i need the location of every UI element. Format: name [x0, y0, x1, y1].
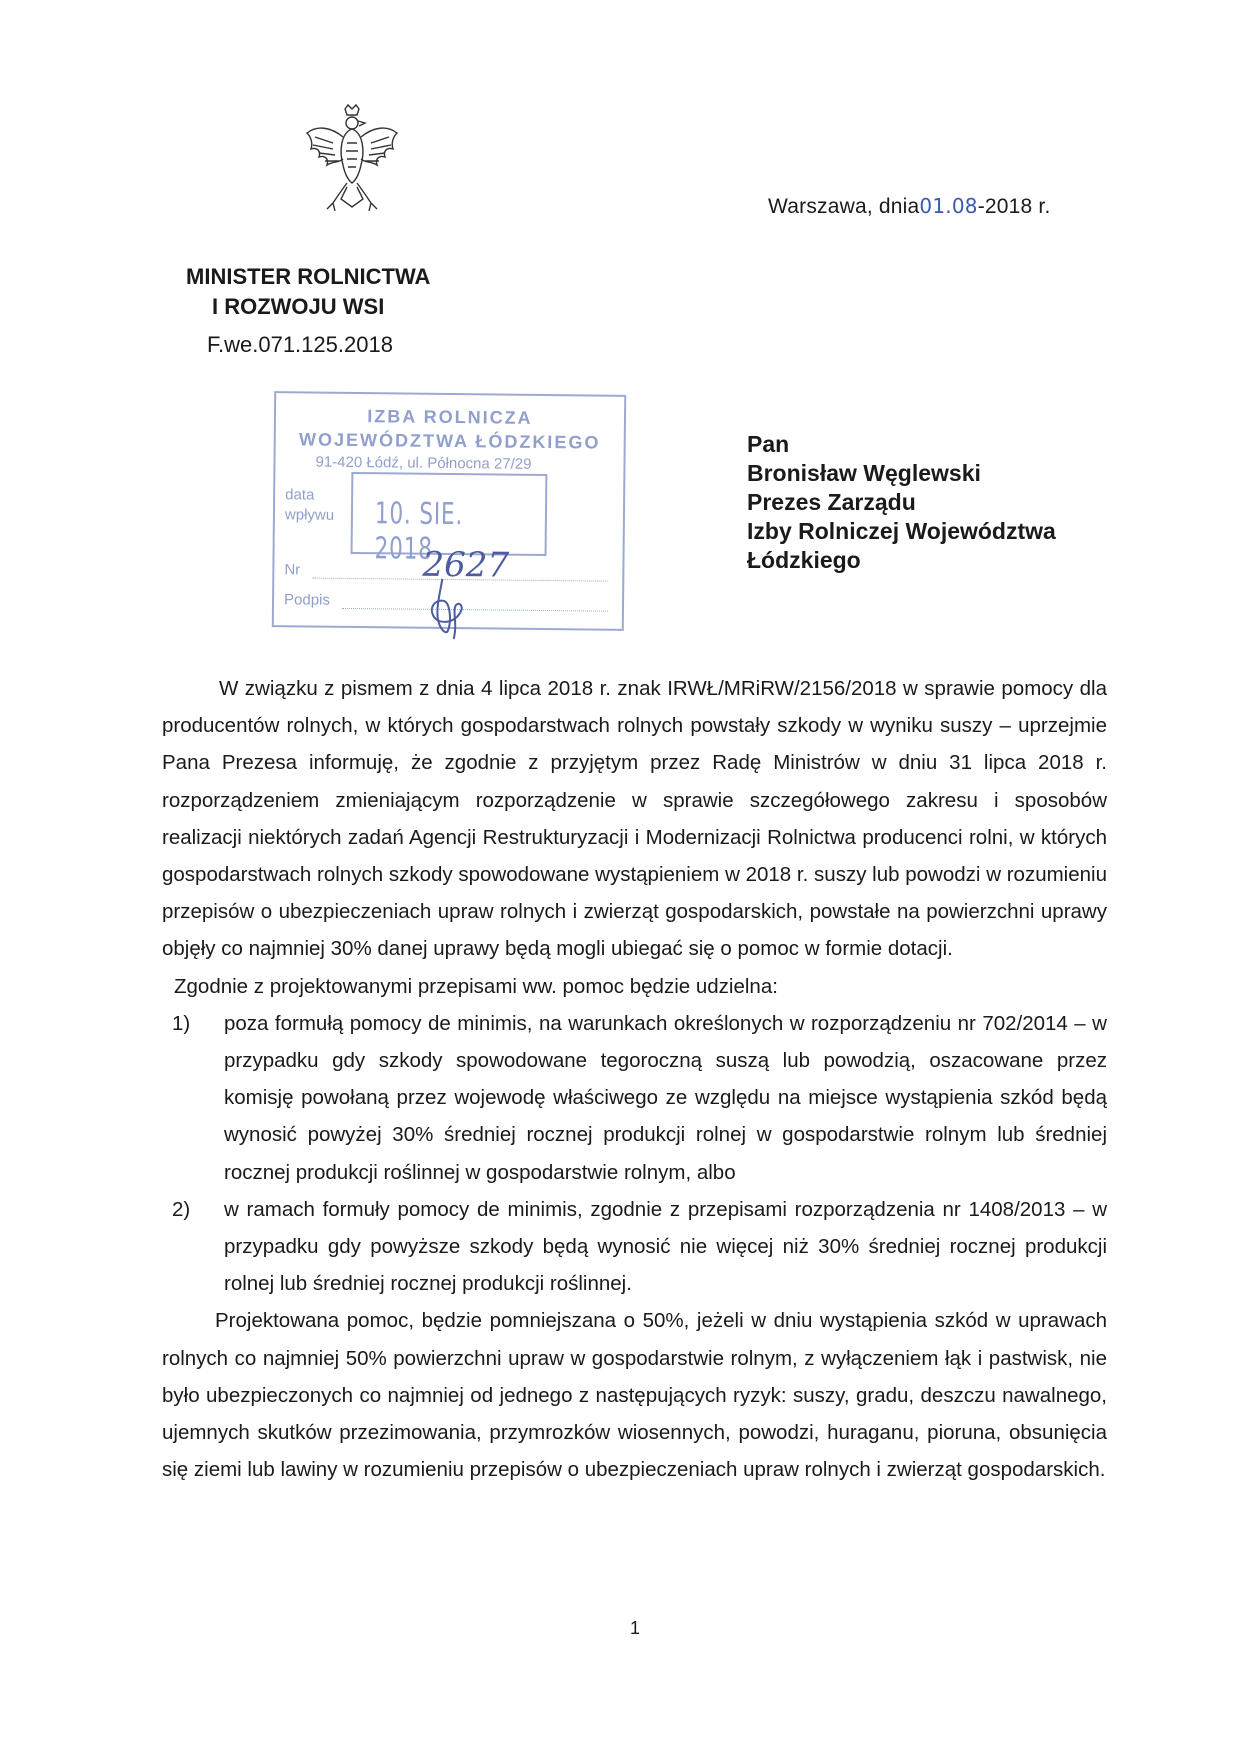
date-suffix: -2018 r. — [977, 195, 1051, 218]
recipient-line-1: Pan — [747, 431, 790, 457]
list-item-number: 1) — [172, 1011, 191, 1035]
stamp-podpis-label: Podpis — [283, 591, 331, 609]
date-handwritten: 01.08 — [919, 194, 978, 218]
issuer-block — [186, 262, 430, 322]
stamp-date-value: 10. SIE. 2018 — [374, 496, 464, 567]
body-paragraph-1: W związku z pismem z dnia 4 lipca 2018 r. znak IRWŁ/MRiRW/2156/2018 w sprawie pomocy dla producentów rolnych, w których gospodarstwach rolnych powstały szkody w wyniku suszy – uprzejmie Pana Prezesa informuję, że zgodnie z przyjętym przez Radę Ministrów w dniu 31 lipca 2018 r. rozporządzeniem zmieniającym rozporządzenie w sprawie szczegółowego zakresu i sposobów realizacji niektórych zadań Agencji Restrukturyzacji i Modernizacji Rolnictwa producenci rolni, w których gospodarstwach rolnych szkody spowodowane wystąpieniem w 2018 r. suszy lub powodzi w rozumieniu przepisów o ubezpieczeniach upraw rolnych i zwierząt gospodarskich, powstałe na powierzchni uprawy objęły co najmniej 30% danej uprawy będą mogli ubiegać się o pomoc w formie dotacji. — [162, 677, 1107, 961]
handwritten-signature-icon — [414, 573, 485, 644]
list-item-text: poza formułą pomocy de minimis, na warunkach określonych w rozporządzeniu nr 702/2014 – w przypadku gdy szkody spowodowane tegoroczną suszą lub powodzią, oszacowane przez komisję powołaną przez wojewodę właściwego ze względu na miejsce wystąpienia szkód będą wynosić powyżej 30% średniej rocznej produkcji rolnej w gospodarstwie rolnym lub średniej rocznej produkcji roślinnej w gospodarstwie rolnym, albo — [224, 1011, 1107, 1184]
receipt-stamp — [272, 391, 626, 631]
letter-body — [162, 670, 1107, 1488]
list-item — [172, 1191, 1107, 1303]
polish-eagle-emblem-icon — [303, 103, 401, 213]
page-number: 1 — [630, 1618, 641, 1638]
recipient-line-5: Łódzkiego — [747, 547, 861, 573]
body-paragraph-2: Zgodnie z projektowanymi przepisami ww. pomoc będzie udzielna: — [174, 974, 778, 998]
stamp-nr-label: Nr — [284, 561, 301, 579]
stamp-line-3: 91-420 Łódź, ul. Północna 27/29 — [315, 453, 532, 473]
stamp-date-label-1: data — [285, 486, 315, 504]
stamp-line-2: WOJEWÓDZTWA ŁÓDZKIEGO — [298, 429, 601, 453]
conditions-list — [162, 1005, 1107, 1303]
list-item-text: w ramach formuły pomocy de minimis, zgodnie z przepisami rozporządzenia nr 1408/2013 – w przypadku gdy powyższe szkody będą wynosić nie więcej niż 30% średniej rocznej produkcji rolnej lub średniej rocznej produkcji roślinnej. — [224, 1197, 1107, 1296]
stamp-line-1: IZBA ROLNICZA — [367, 406, 533, 428]
letter-date — [768, 194, 1051, 219]
stamp-date-label — [285, 485, 335, 526]
list-item-number: 2) — [172, 1197, 191, 1221]
date-prefix: Warszawa, dnia — [768, 195, 920, 218]
list-item — [172, 1005, 1107, 1191]
stamp-nr-value: 2627 — [422, 544, 510, 586]
recipient-line-4: Izby Rolniczej Województwa — [747, 518, 1056, 544]
recipient-block — [747, 430, 1056, 575]
issuer-line-1: MINISTER ROLNICTWA — [186, 264, 431, 289]
reference-number: F.we.071.125.2018 — [207, 332, 393, 357]
stamp-date-label-2: wpływu — [284, 506, 335, 524]
body-paragraph-3: Projektowana pomoc, będzie pomniejszana o 50%, jeżeli w dniu wystąpienia szkód w uprawach rolnych co najmniej 50% powierzchni upraw w gospodarstwie rolnym, z wyłączeniem łąk i pastwisk, nie było ubezpieczonych co najmniej od jednego z następujących ryzyk: suszy, gradu, deszczu nawalnego, ujemnych skutków przezimowania, przymrozków wiosennych, powodzi, huraganu, pioruna, obsunięcia się ziemi lub lawiny w rozumieniu przepisów o ubezpieczeniach upraw rolnych i zwierząt gospodarskich. — [162, 1309, 1107, 1482]
recipient-line-2: Bronisław Węglewski — [747, 460, 981, 486]
recipient-line-3: Prezes Zarządu — [747, 489, 916, 515]
issuer-line-2: I ROZWOJU WSI — [212, 294, 385, 319]
